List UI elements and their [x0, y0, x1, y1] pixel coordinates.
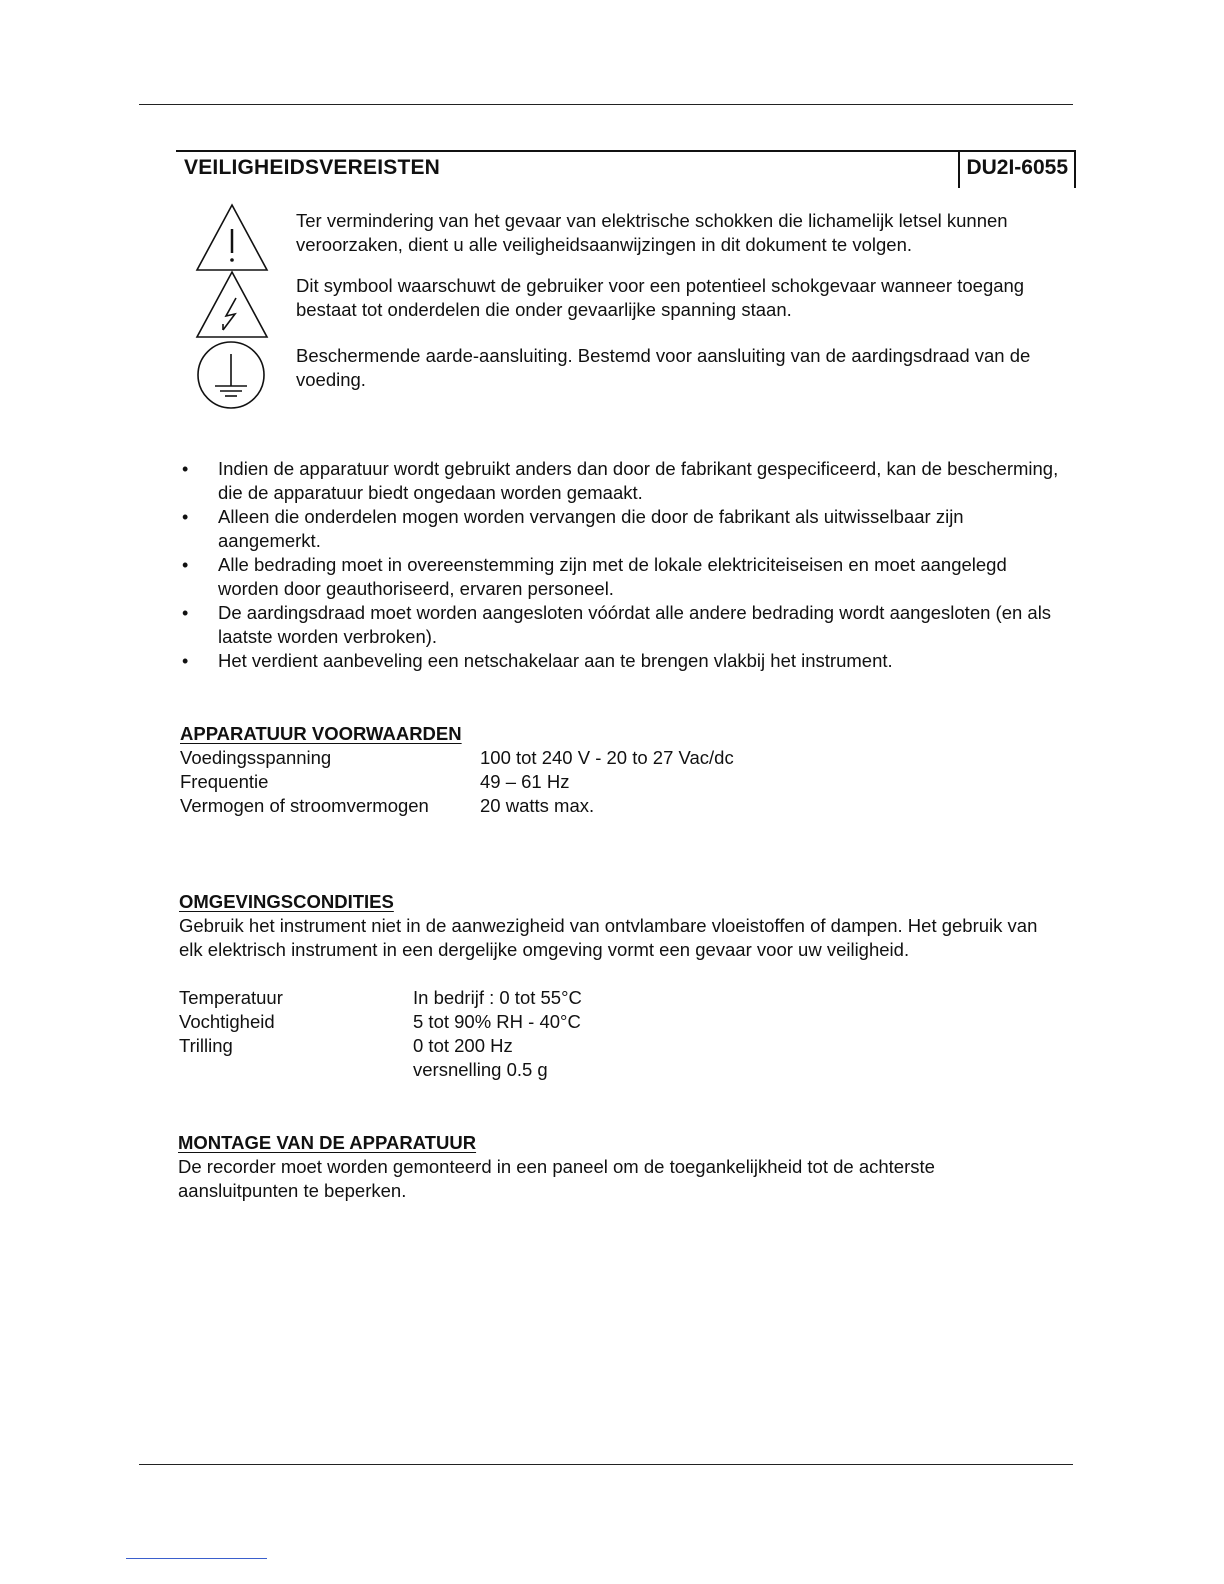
- equipment-spec-table: [180, 746, 980, 818]
- list-item: • De aardingsdraad moet worden aangesloten vóórdat alle andere bedrading wordt aangesloten (en als laatste worden verbroken).: [180, 601, 1070, 649]
- table-row: [179, 1010, 979, 1034]
- table-row: [179, 1034, 979, 1058]
- section-title-bar: [176, 150, 1076, 186]
- spec-value: In bedrijf : 0 tot 55°C: [413, 987, 582, 1008]
- protective-earth-icon: [195, 340, 267, 410]
- equipment-heading: APPARATUUR VOORWAARDEN: [180, 723, 462, 744]
- spec-label: Trilling: [179, 1035, 233, 1056]
- spec-value: 49 – 61 Hz: [480, 771, 570, 792]
- warning-exclamation-icon: [195, 203, 269, 273]
- environment-intro: Gebruik het instrument niet in de aanwezigheid van ontvlambare vloeistoffen of dampen. Het gebruik van elk elektrisch instrument in een dergelijke omgeving vormt een gevaar voor uw veiligheid.: [179, 915, 1038, 960]
- spec-value: 5 tot 90% RH - 40°C: [413, 1011, 581, 1032]
- spec-label: Vermogen of stroomvermogen: [180, 795, 429, 816]
- mounting-heading: MONTAGE VAN DE APPARATUUR: [178, 1132, 477, 1153]
- spec-label: Frequentie: [180, 771, 269, 792]
- high-voltage-warning-icon: [195, 270, 269, 340]
- table-row: [180, 770, 980, 794]
- spec-label: Vochtigheid: [179, 1011, 275, 1032]
- list-item: • Het verdient aanbeveling een netschakelaar aan te brengen vlakbij het instrument.: [180, 649, 1070, 673]
- spec-value: versnelling 0.5 g: [413, 1059, 548, 1080]
- spec-label: Voedingsspanning: [180, 747, 332, 768]
- environment-heading: OMGEVINGSCONDITIES: [179, 891, 394, 912]
- symbol-text-warning: Ter vermindering van het gevaar van elektrische schokken die lichamelijk letsel kunnen veroorzaken, dient u alle veiligheidsaanwijzingen in dit dokument te volgen.: [296, 210, 1008, 255]
- safety-bullet-list: [180, 457, 1070, 673]
- symbol-text-high-voltage: Dit symbool waarschuwt de gebruiker voor een potentieel schokgevaar wanneer toegang bestaat tot onderdelen die onder gevaarlijke spanning staan.: [296, 275, 1025, 320]
- table-row: [180, 794, 980, 818]
- list-item: • Indien de apparatuur wordt gebruikt anders dan door de fabrikant gespecificeerd, kan de bescherming, die de apparatuur biedt ongedaan worden gemaakt.: [180, 457, 1070, 505]
- top-page-rule: [139, 104, 1073, 105]
- mounting-text: De recorder moet worden gemonteerd in een paneel om de toegankelijkheid tot de achterste aansluitpunten te beperken.: [178, 1156, 935, 1201]
- spec-label: Temperatuur: [179, 987, 283, 1008]
- scan-edge-rule: [126, 1558, 267, 1559]
- spec-value: 0 tot 200 Hz: [413, 1035, 513, 1056]
- environment-spec-table: [179, 986, 979, 1082]
- table-row: [180, 746, 980, 770]
- page-title: VEILIGHEIDSVEREISTEN: [184, 156, 441, 179]
- table-row: [179, 986, 979, 1010]
- spec-value: 20 watts max.: [480, 795, 595, 816]
- list-item: • Alleen die onderdelen mogen worden vervangen die door de fabrikant als uitwisselbaar zijn aangemerkt.: [180, 505, 1070, 553]
- document-code: DU2I-6055: [958, 152, 1076, 188]
- spec-value: 100 tot 240 V - 20 to 27 Vac/dc: [480, 747, 734, 768]
- table-row: [179, 1058, 979, 1082]
- bottom-page-rule: [139, 1464, 1073, 1465]
- list-item: • Alle bedrading moet in overeenstemming zijn met de lokale elektriciteiseisen en moet aangelegd worden door geauthoriseerd, ervaren personeel.: [180, 553, 1070, 601]
- symbol-text-protective-earth: Beschermende aarde-aansluiting. Bestemd voor aansluiting van de aardingsdraad van de voeding.: [296, 345, 1031, 390]
